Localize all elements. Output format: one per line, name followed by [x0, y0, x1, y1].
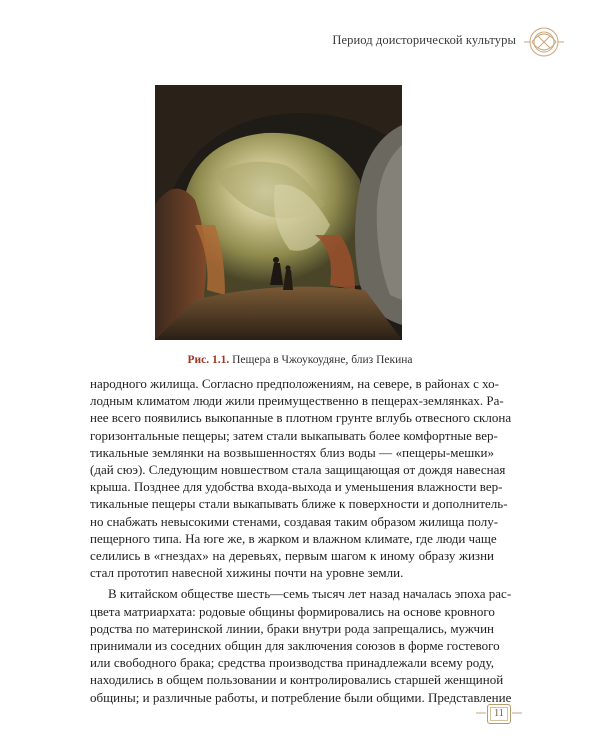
- figure-caption-text: Пещера в Чжоукоудяне, близ Пекина: [229, 354, 413, 366]
- text-line: пещерного типа. На юге же, в жарком и влажном климате, где люди чаще: [90, 530, 497, 546]
- page-ornament-right: [512, 711, 522, 715]
- text-line: родства по материнской линии, браки внутри рода запрещались, мужчин: [90, 620, 494, 636]
- text-line: но снабжать невысокими стенами, создавая таким образом жилища полу-: [90, 513, 499, 529]
- text-line: общины; и различные работы, и потребление были общими. Представление: [90, 689, 512, 705]
- paragraph-1: [90, 375, 512, 581]
- page-ornament-left: [476, 711, 486, 715]
- figure-caption: [0, 354, 600, 366]
- text-line: или свободного брака; средства производства принадлежали всему роду,: [90, 655, 494, 671]
- text-line: тикальные землянки на возвышенностях близ воды — «пещеры-мешки»: [90, 444, 494, 460]
- text-line: стал прототип навесной хижины почти на уровне земли.: [90, 565, 404, 581]
- text-line: цвета матриархата: родовые общины формировались на основе кровного: [90, 603, 495, 619]
- text-line: крыша. Позднее для удобства входа-выхода и уменьшения влажности вер-: [90, 479, 503, 495]
- text-line: (дай сюэ). Следующим новшеством стала защищающая от дождя навесная: [90, 462, 506, 478]
- body-text: [90, 375, 512, 706]
- page-number: 11: [487, 704, 511, 724]
- text-line: лодным климатом люди жили преимущественно в пещерах-землянках. Ра-: [90, 393, 504, 409]
- paragraph-2: [90, 585, 512, 705]
- cave-photo: [155, 85, 402, 340]
- text-line: нее всего появились выкопанные в плотном грунте вглубь отвесного склона: [90, 410, 512, 426]
- text-line: принимали из соседних общин для заключения союзов в форме гостевого: [90, 638, 500, 654]
- text-line: горизонтальные пещеры; затем стали выкапывать более комфортные вер-: [90, 427, 498, 443]
- text-line: В китайском обществе шесть—семь тысяч лет назад началась эпоха рас-: [108, 586, 512, 602]
- text-line: находились в общем пользовании и контролировались старшей женщиной: [90, 672, 504, 688]
- text-line: народного жилища. Согласно предположениям, на севере, в районах с хо-: [90, 376, 499, 391]
- text-line: тикальные пещеры стали выкапывать ближе к поверхности и дополнитель-: [90, 496, 508, 512]
- running-header: Период доисторической культуры: [332, 33, 516, 47]
- header-ornament: [522, 22, 566, 62]
- figure-label: Рис. 1.1.: [187, 354, 230, 366]
- text-line: селились в «гнездах» на деревьях, первым шагом к иному образу жизни: [90, 548, 494, 564]
